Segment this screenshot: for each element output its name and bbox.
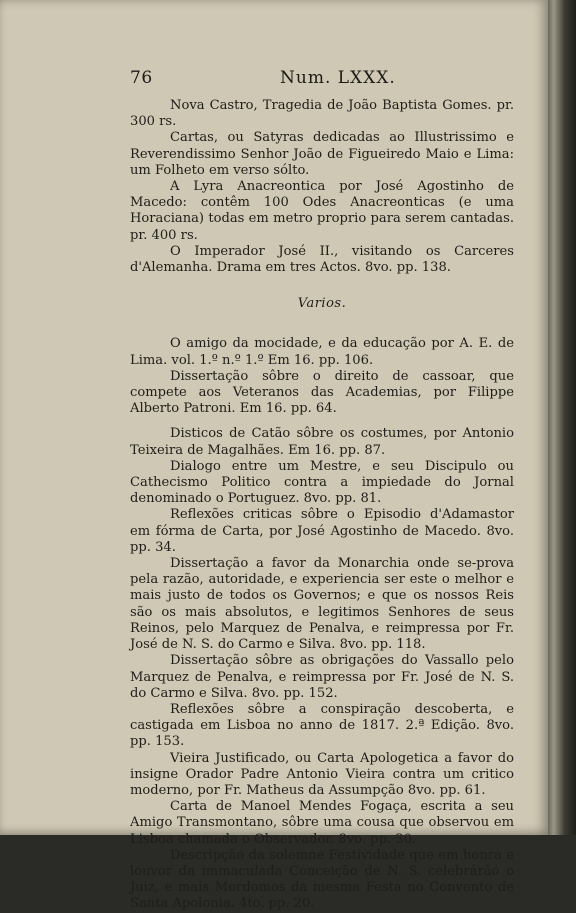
entry-cartas: Cartas, ou Satyras dedicadas ao Illustrissimo e Reverendissimo Senhor João de Figueiredo Maio e Lima: um Folheto em verso sólto. <box>130 130 514 178</box>
page-header <box>130 68 530 92</box>
entry-reflexoes-adamastor: Reflexões criticas sôbre o Episodio d'Adamastor em fórma de Carta, por José Agostinho de Macedo. 8vo. pp. 34. <box>130 507 514 555</box>
page-title: Num. LXXX. <box>280 68 396 88</box>
section-heading-varios: Varios. <box>297 296 347 312</box>
entry-dissertacao-vassallo: Dissertação sôbre as obrigações do Vassallo pelo Marquez de Penalva, e reimpressa por Fr. José de N. S. do Carmo e Silva. 8vo. pp. 152. <box>130 653 514 701</box>
page-number: 76 <box>130 68 153 88</box>
entry-imperador-jose: O Imperador José II., visitando os Carceres d'Alemanha. Drama em tres Actos. 8vo. pp. 138. <box>130 243 514 276</box>
entry-disticos-catao: Disticos de Catão sôbre os costumes, por Antonio Teixeira de Magalhães. Em 16. pp. 87. <box>130 426 514 458</box>
binding-edge <box>548 0 576 835</box>
entry-reflexoes-conspiracao: Reflexões sôbre a conspiração descoberta, e castigada em Lisboa no anno de 1817. 2.ª Edição. 8vo. pp. 153. <box>130 701 514 750</box>
entry-dissertacao-monarchia: Dissertação a favor da Monarchia onde se-prova pela razão, autoridade, e experiencia ser este o melhor e mais justo de todos os Governos; e que os nossos Reis são os mais absolutos, e legitimos Senhores de seus Reinos, pelo Marquez de Penalva, e reimpressa por Fr. José de N. S. do Carmo e Silva. 8vo. pp. 118. <box>130 556 514 653</box>
entry-nova-castro: Nova Castro, Tragedia de João Baptista Gomes. pr. 300 rs. <box>130 98 514 130</box>
entry-lyra-anacreontica: A Lyra Anacreontica por José Agostinho de Macedo: contêm 100 Odes Anacreonticas (e uma Horaciana) todas em metro proprio para serem cantadas. pr. 400 rs. <box>130 179 514 243</box>
entry-dialogo: Dialogo entre um Mestre, e seu Discipulo ou Cathecismo Politico contra a impiedade do Jornal denominado o Portuguez. 8vo. pp. 81. <box>130 458 514 507</box>
entry-amigo-mocidade: O amigo da mocidade, e da educação por A. E. de Lima. vol. 1.º n.º 1.º Em 16. pp. 106. <box>130 336 514 368</box>
entry-dissertacao-cassoar: Dissertação sôbre o direito de cassoar, que compete aos Veteranos das Academias, por Filippe Alberto Patroni. Em 16. pp. 64. <box>130 368 514 417</box>
entry-descripcao-festividade: Descripção da solemne Festividade que em honra e louvor da immaculada Conceição de N. S. celebrárão o Juiz, e mais Mordomos da mesma Festa no Convento de Santa Apolonia. 4to. pp. 20. <box>130 847 514 912</box>
page-body <box>130 98 514 913</box>
entry-vieira-justificado: Vieira Justificado, ou Carta Apologetica a favor do insigne Orador Padre Antonio Vieira contra um critico moderno, por Fr. Matheus da Assumpção 8vo. pp. 61. <box>130 750 514 798</box>
entry-carta-fogaca: Carta de Manoel Mendes Fogaça, escrita a seu Amigo Transmontano, sôbre uma cousa que observou em Lisboa chamada o Observador. 8vo. pp. 30. <box>130 799 514 847</box>
